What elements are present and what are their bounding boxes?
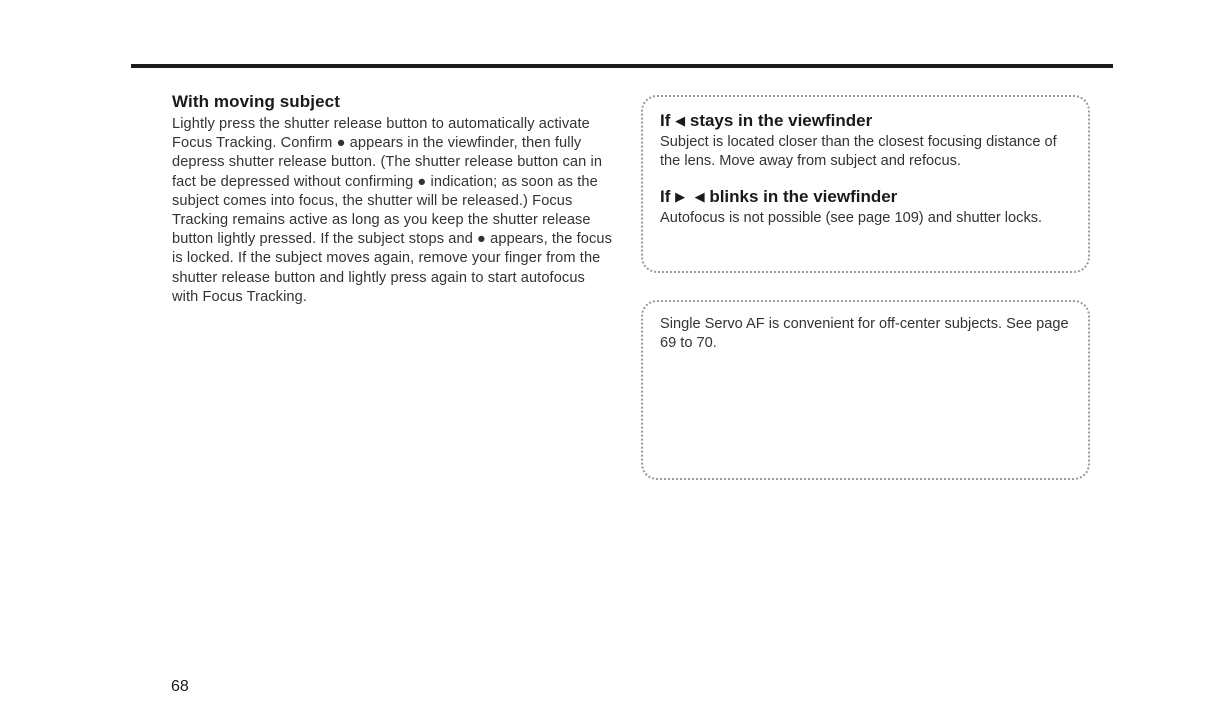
stays-heading-prefix: If [660, 111, 671, 130]
left-arrow-icon: ◀ [675, 113, 686, 128]
left-column [172, 92, 612, 307]
single-servo-text: Single Servo AF is convenient for off-center subjects. See page 69 to 70. [660, 316, 1069, 352]
blinks-heading [660, 187, 1076, 207]
blinks-section [660, 187, 1076, 228]
single-servo-section [660, 315, 1076, 353]
section-heading-moving-subject: With moving subject [172, 92, 340, 111]
stays-heading-suffix: stays in the viewfinder [689, 111, 873, 130]
moving-subject-paragraph: Lightly press the shutter release button to automatically activate Focus Tracking. Confirm ● appears in the viewfinder, then fully depress shutter release button. (The shutter release button can in fact be depressed without confirming ● indication; as soon as the subject comes into focus, the shutter will be released.) Focus Tracking remains active as long as you keep the shutter release button lightly pressed. If the subject stops and ● appears, the focus is locked. If the subject moves again, remove your finger from the shutter release button and lightly press again to start autofocus with Focus Tracking. [172, 116, 613, 305]
stays-heading [660, 111, 1076, 131]
single-servo-note-box [641, 300, 1090, 480]
blinks-text: Autofocus is not possible (see page 109) and shutter locks. [660, 210, 1043, 226]
stays-text: Subject is located closer than the closest focusing distance of the lens. Move away from subject and refocus. [660, 134, 1057, 170]
page-number: 68 [171, 678, 189, 695]
top-rule [131, 64, 1113, 68]
blinks-heading-suffix: blinks in the viewfinder [709, 187, 898, 206]
right-arrow-icon: ▶ [675, 189, 686, 204]
blinks-heading-prefix: If [660, 187, 671, 206]
left-arrow-icon: ◀ [694, 189, 705, 204]
viewfinder-info-box [641, 95, 1090, 273]
stays-section [660, 111, 1076, 171]
